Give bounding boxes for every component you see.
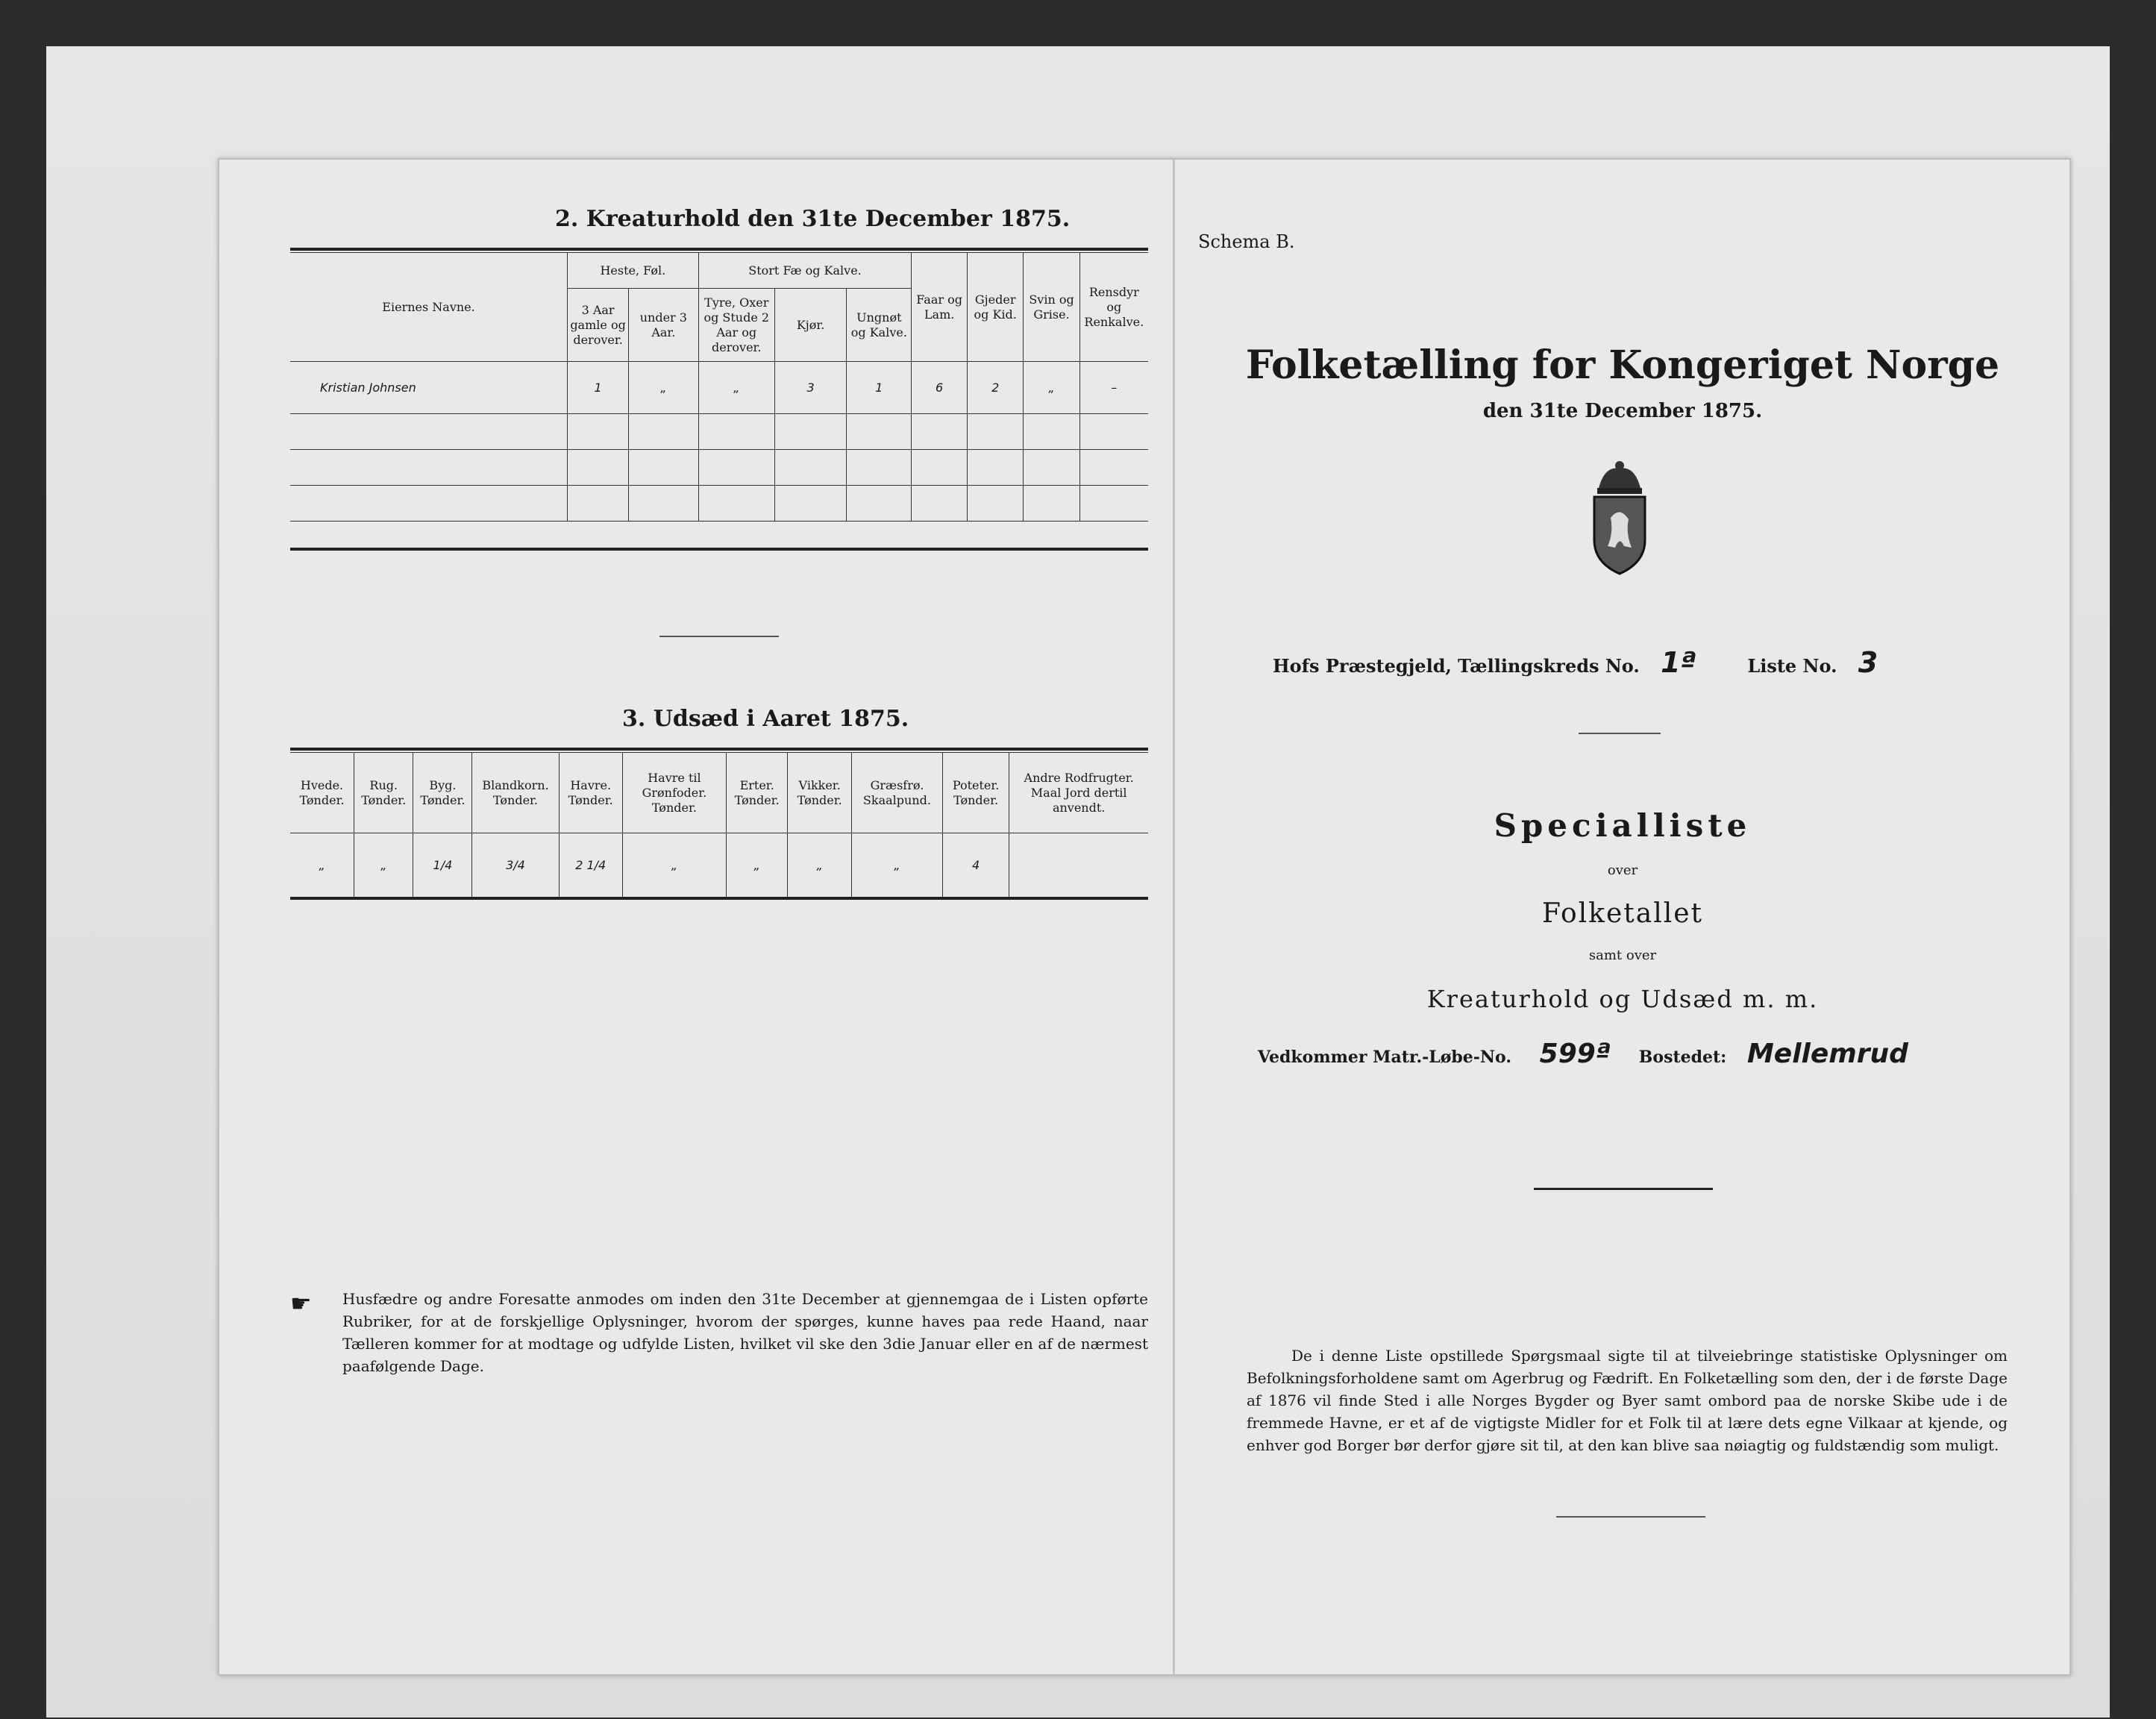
- seed-value-3: 3/4: [472, 833, 559, 898]
- schema-label: Schema B.: [1198, 231, 1295, 252]
- pointing-hand-icon: ☛: [290, 1289, 312, 1318]
- seed-value-5: „: [622, 833, 726, 898]
- seed-value-8: „: [852, 833, 943, 898]
- liste-number: 3: [1858, 646, 1878, 679]
- seed-header-6: Erter. Tønder.: [727, 753, 788, 833]
- seed-value-2: 1/4: [413, 833, 472, 898]
- seed-value-1: „: [354, 833, 413, 898]
- calves-value: 1: [847, 362, 912, 414]
- folketallet-title: Folketallet: [1541, 898, 1704, 929]
- pigs-value: „: [1024, 362, 1079, 414]
- calves-header: Ungnøt og Kalve.: [847, 289, 912, 362]
- seed-value-6: „: [727, 833, 788, 898]
- seed-header-8: Græsfrø. Skaalpund.: [852, 753, 943, 833]
- right-page: [1176, 160, 2069, 1674]
- seed-header-4: Havre. Tønder.: [559, 753, 622, 833]
- matr-line: [1258, 1039, 1908, 1069]
- kreaturhold-title: Kreaturhold og Udsæd m. m.: [1426, 985, 1819, 1013]
- bosted-value: Mellemrud: [1746, 1039, 1908, 1069]
- seed-value-7: „: [788, 833, 852, 898]
- sheep-header: Faar og Lam.: [912, 253, 967, 362]
- left-notice: Husfædre og andre Foresatte anmodes om inden den 31te December at gjennemgaa de i Listen opførte Rubriker, for at de forskjellige Oplysninger, hvorom der spørges, kunne haves paa rede Haand, naar Tælleren kommer for at modtage og udfylde Listen, hvilket vil ske den 3die Januar eller en af de nærmest paafølgende Dage.: [342, 1290, 1148, 1375]
- divider-line: [659, 636, 779, 637]
- seed-header-9: Poteter. Tønder.: [942, 753, 1009, 833]
- specialliste-title: Specialliste: [1494, 807, 1752, 844]
- goats-header: Gjeder og Kid.: [967, 253, 1024, 362]
- seed-header-7: Vikker. Tønder.: [788, 753, 852, 833]
- section3-title: 3. Udsæd i Aaret 1875.: [622, 706, 909, 732]
- sheep-value: 6: [912, 362, 967, 414]
- section3-top-rule: [290, 748, 1148, 751]
- section2-top-rule: [290, 248, 1148, 251]
- bosted-label: Bostedet:: [1638, 1048, 1727, 1067]
- livestock-table: [290, 252, 1148, 522]
- owner-name: Kristian Johnsen: [290, 362, 568, 414]
- kreds-number: 1ª: [1661, 646, 1696, 679]
- section2-title: 2. Kreaturhold den 31te December 1875.: [555, 206, 1071, 232]
- census-sheet: [218, 158, 2071, 1676]
- seed-header-10: Andre Rodfrugter. Maal Jord dertil anvendt.: [1009, 753, 1148, 833]
- main-title: Folketælling for Kongeriget Norge: [1245, 342, 2000, 388]
- liste-label: Liste No.: [1747, 655, 1837, 677]
- horses-young-value: „: [629, 362, 699, 414]
- over-label: over: [1607, 862, 1638, 878]
- scan-background: [46, 46, 2110, 1718]
- bulls-value: „: [698, 362, 774, 414]
- right-notice: De i denne Liste opstillede Spørgsmaal sigte til at tilveiebringe statistiske Oplysninger om Befolkningsforholdene samt om Agerbrug og Fædrift. En Folketælling som den, der i de første Dage af 1876 vil finde Sted i alle Norges Bygder og Byer samt ombord paa de norske Skibe ude i de fremmede Havne, er et af de vigtigste Midler for et Folk til at lære dets egne Vilkaar at kjende, og enhver god Borger bør derfor gjøre sit til, at den kan blive saa nøiagtig og fuldstændig som muligt.: [1247, 1347, 2008, 1454]
- horses-header: Heste, Føl.: [568, 253, 699, 289]
- matr-number: 599ª: [1539, 1039, 1611, 1069]
- goats-value: 2: [967, 362, 1024, 414]
- seed-header-5: Havre til Grønfoder. Tønder.: [622, 753, 726, 833]
- horses-old-value: 1: [568, 362, 629, 414]
- horses-young-header: under 3 Aar.: [629, 289, 699, 362]
- subtitle: den 31te December 1875.: [1482, 400, 1763, 422]
- samt-over-label: samt over: [1588, 948, 1657, 963]
- seed-header-3: Blandkorn. Tønder.: [472, 753, 559, 833]
- bulls-header: Tyre, Oxer og Stude 2 Aar og derover.: [698, 289, 774, 362]
- seed-header-0: Hvede. Tønder.: [290, 753, 354, 833]
- seed-table: [290, 752, 1148, 898]
- horses-old-header: 3 Aar gamle og derover.: [568, 289, 629, 362]
- district-line: [1273, 646, 1878, 679]
- coat-of-arms-icon: [1582, 458, 1657, 577]
- cows-value: 3: [774, 362, 846, 414]
- reindeer-value: –: [1079, 362, 1148, 414]
- right-divider-1: [1579, 733, 1661, 734]
- seed-header-2: Byg. Tønder.: [413, 753, 472, 833]
- cattle-header: Stort Fæ og Kalve.: [698, 253, 912, 289]
- seed-value-4: 2 1/4: [559, 833, 622, 898]
- reindeer-header: Rensdyr og Renkalve.: [1079, 253, 1148, 362]
- pigs-header: Svin og Grise.: [1024, 253, 1079, 362]
- section3-bottom-rule: [290, 897, 1148, 900]
- owner-header: Eiernes Navne.: [290, 253, 568, 362]
- right-divider-3: [1556, 1516, 1705, 1518]
- seed-value-10: [1009, 833, 1148, 898]
- matr-label: Vedkommer Matr.-Løbe-No.: [1258, 1048, 1511, 1067]
- district-prefix: Hofs Præstegjeld, Tællingskreds No.: [1273, 655, 1640, 677]
- seed-value-9: 4: [942, 833, 1009, 898]
- seed-value-0: „: [290, 833, 354, 898]
- left-page: [219, 160, 1171, 1674]
- section2-bottom-rule: [290, 548, 1148, 551]
- seed-header-1: Rug. Tønder.: [354, 753, 413, 833]
- page-fold: [1173, 160, 1175, 1674]
- right-divider-2: [1534, 1188, 1713, 1190]
- cows-header: Kjør.: [774, 289, 846, 362]
